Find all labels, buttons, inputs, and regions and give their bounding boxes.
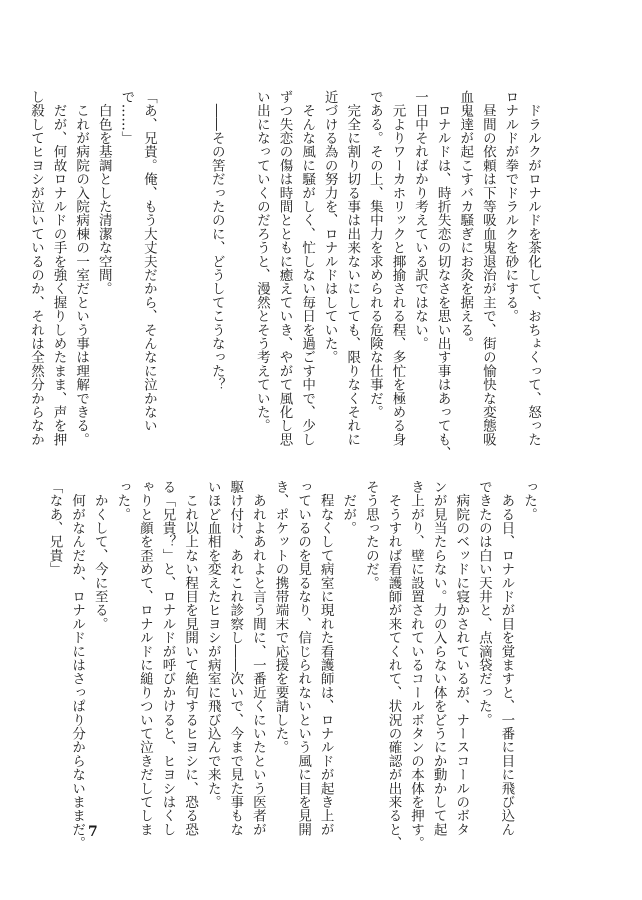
page-number: 7 — [88, 824, 98, 840]
text-line: し殺してヒヨシが泣いているのか、それは全然分からなか — [27, 90, 44, 447]
text-line: っているのを見るなり、信じられないという風に目を見開 — [295, 480, 312, 837]
text-line: き上がり、壁に設置されているコールボタンの本体を押す。 — [408, 480, 425, 850]
text-line: で……」 — [118, 90, 135, 145]
text-line: これが病院の入院病棟の一室だという事は理解できる。 — [73, 90, 90, 447]
text-line — [160, 90, 183, 455]
text-line: かくして、今に至る。 — [91, 480, 108, 631]
text-line: これ以上ない程目を見開いて絶句するヒヨシに、恐る恐 — [182, 480, 199, 837]
text-line: 元よりワーカホリックと揶揄される程、多忙を極める身 — [389, 90, 406, 447]
text-line: ――その筈だったのに、どうしてこうなった？ — [208, 90, 225, 392]
text-line: ドラルクがロナルドを茶化して、おちょくって、怒った — [525, 90, 541, 447]
text-line: 駆け付け、あれこれ診察し――次いで、今まで見た事もな — [227, 480, 244, 837]
text-line: だが。 — [340, 480, 357, 535]
text-line: 昼間の依頼は下等吸血鬼退治が主で、街の愉快な変態吸 — [479, 90, 496, 447]
text-line: ずつ失恋の傷は時間とともに癒えていき、やがて風化し思 — [276, 90, 293, 447]
text-line: ゃりと顔を歪めて、ロナルドに縋りついて泣きだしてしま — [136, 480, 153, 837]
text-line: 近づける為の努力を、ロナルドはしていた。 — [321, 90, 338, 364]
text-line: そうすれば看護師が来てくれて、状況の確認が出来ると、 — [385, 480, 402, 850]
text-line: である。その上、集中力を求められる危険な仕事だ。 — [366, 90, 383, 419]
text-line: そう思ったのだ。 — [362, 480, 379, 590]
text-line: き、ポケットの携帯端末で応援を要請した。 — [272, 480, 289, 754]
text-line: った。 — [521, 480, 537, 522]
text-line: 程なくして病室に現れた看護師は、ロナルドが起き上が — [317, 480, 334, 837]
text-line: 血鬼達が起こすバカ騒ぎにお灸を据える。 — [457, 90, 474, 351]
text-line: 病院のベッドに寝かされているが、ナースコールのボタ — [453, 480, 470, 837]
text-line: い出になっていくのだろうと、漫然とそう考えていた。 — [253, 90, 270, 433]
text-line: ロナルドが拳でドラルクを砂にする。 — [502, 90, 519, 323]
text-line: ある日、ロナルドが目を覚ますと、一番に目に飛び込ん — [498, 480, 515, 837]
text-line: できたのは白い天井と、点滴袋だった。 — [475, 480, 492, 727]
text-line: 白色を基調とした清潔な空間。 — [95, 90, 112, 296]
text-line: いほど血相を変えたヒヨシが病室に飛び込んで来た。 — [204, 480, 221, 809]
text-line — [183, 90, 206, 455]
text-line: 「あ、兄貴。俺、もう大丈夫だから、そんなに泣かない — [140, 90, 157, 433]
text-line: 完全に割り切る事は出来ないにしても、限りなくそれに — [344, 90, 361, 447]
text-line: る「兄貴？」と、ロナルドが呼びかけると、ヒヨシはくし — [159, 480, 176, 837]
text-line: 一日中そればかり考えている訳ではない。 — [412, 90, 429, 351]
text-line: ロナルドは、時折失恋の切なさを思い出す事はあっても、 — [434, 90, 451, 460]
text-line: 何がなんだか、ロナルドにはさっぱり分からないままだ。 — [69, 480, 86, 850]
text-block-top — [27, 90, 544, 460]
text-line: だが、何故ロナルドの手を強く握りしめたまま、声を押 — [50, 90, 67, 447]
text-line — [228, 90, 251, 455]
text-block-bottom — [46, 480, 540, 850]
text-line: あれよあれよと言う間に、一番近くにいたという医者が — [249, 480, 266, 837]
text-line: った。 — [114, 480, 131, 522]
text-line: 「なあ、兄貴」 — [46, 480, 63, 576]
text-line: ンが見当たらない。力の入らない体をどうにか動かして起 — [430, 480, 447, 837]
text-line: そんな風に騒がしく、忙しない毎日を過ごす中で、少し — [299, 90, 316, 447]
